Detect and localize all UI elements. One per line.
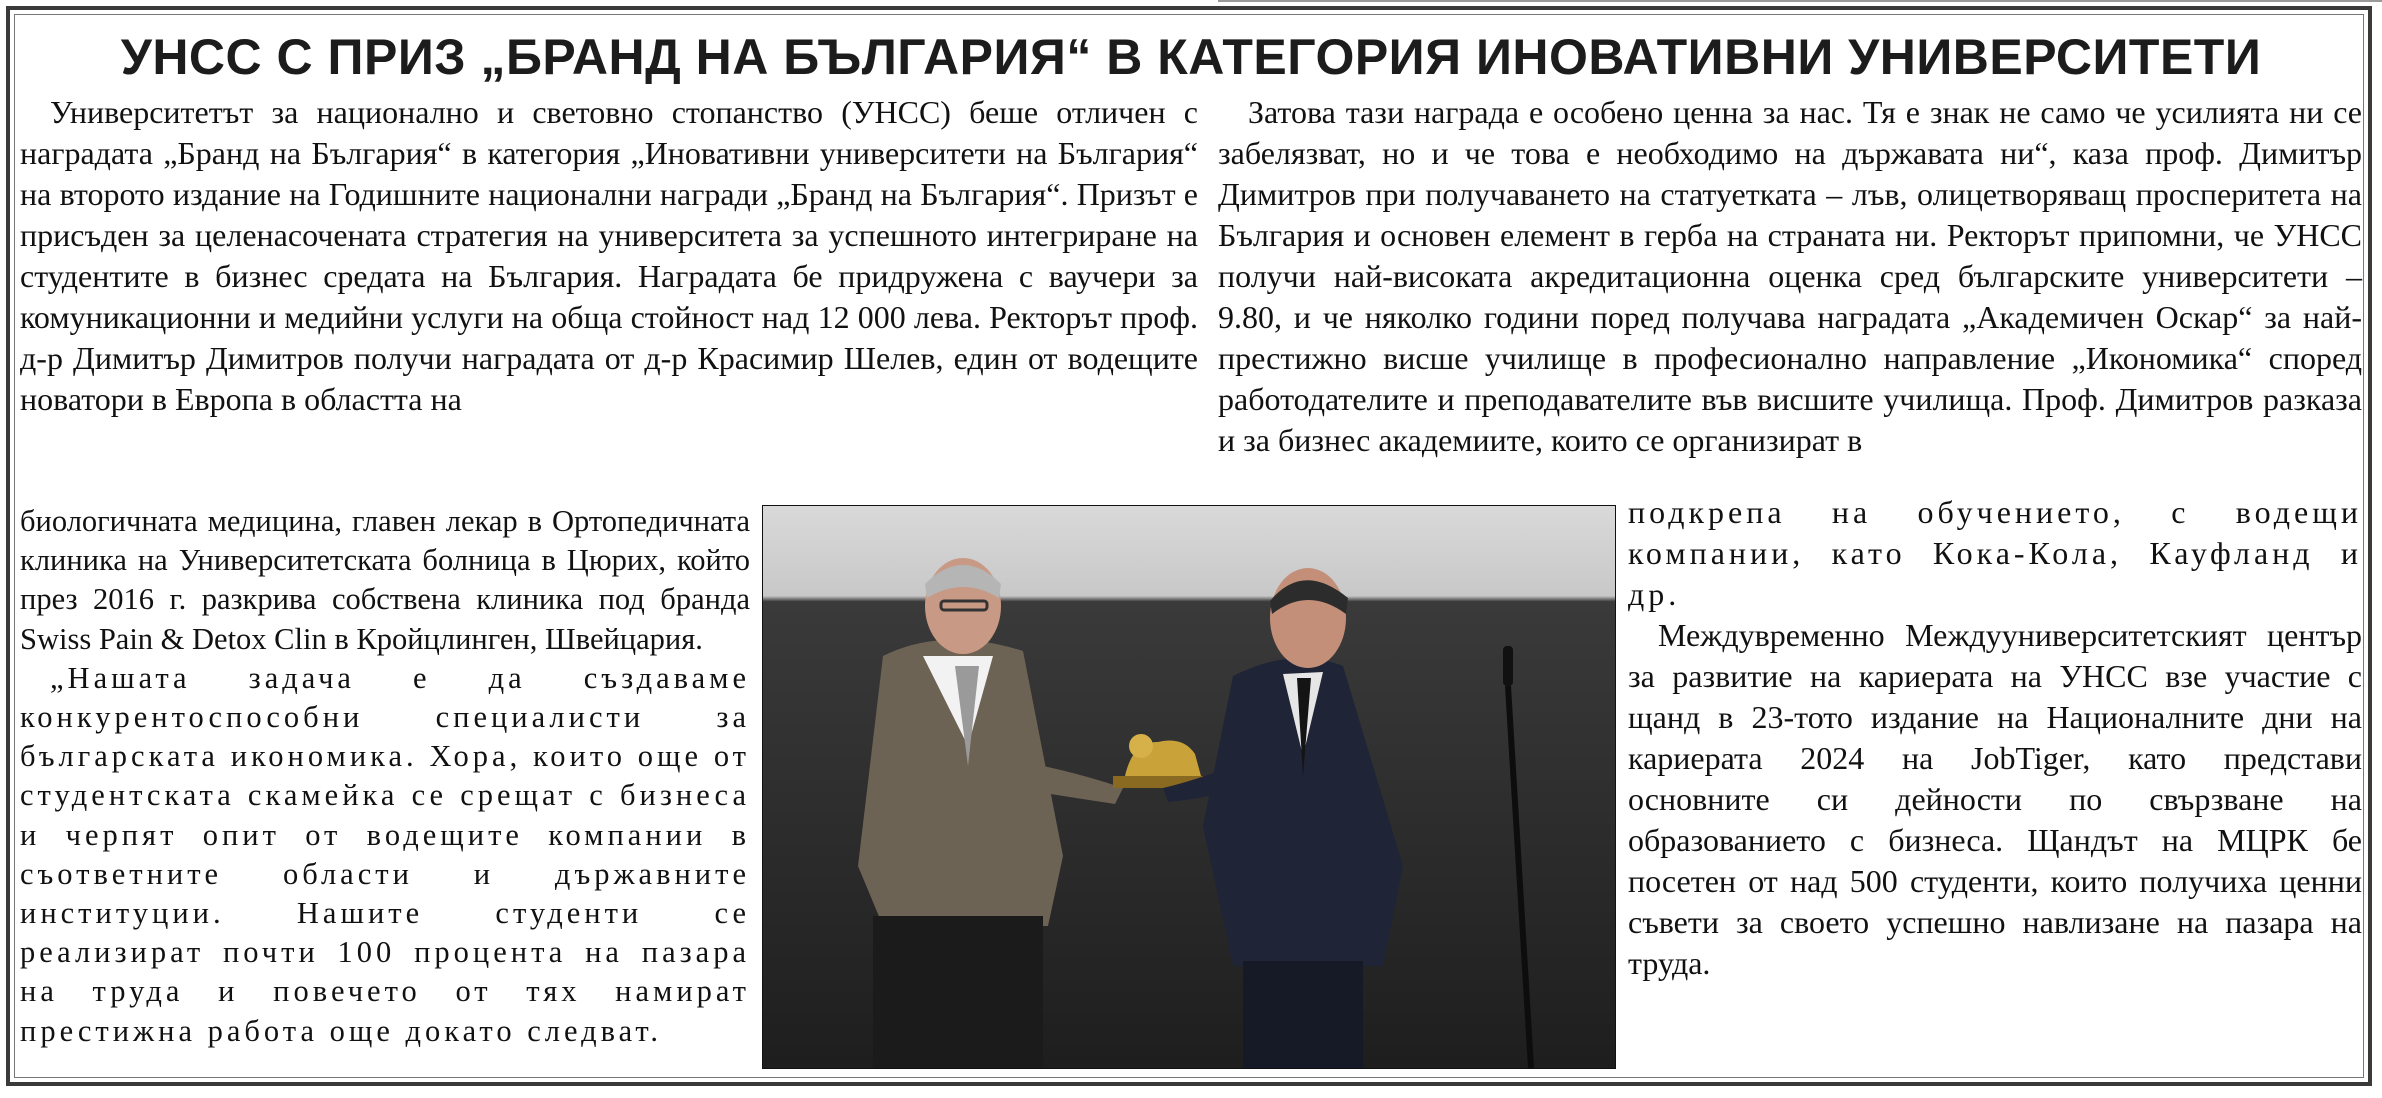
right-paragraph-1-bottom: подкрепа на обучението, с водещи компании, като Кока-Кола, Кауфланд и др. bbox=[1628, 494, 2362, 612]
top-rule bbox=[1218, 0, 2382, 2]
photo-illustration bbox=[763, 506, 1615, 1068]
left-paragraph-2-quote: „Нашата задача е да създаваме конкурентоспособни специалисти за българската икономика. Хора, които още от студентската скамейка се срещат с бизнеса и черпят опит от водещите компании в съответните области и държавните институции. Нашите студенти се реализират почти 100 процента на пазара на труда и повечето от тях намират престижна работа още докато следват. bbox=[20, 660, 750, 1048]
article-headline: УНСС С ПРИЗ „БРАНД НА БЪЛГАРИЯ“ В КАТЕГОРИЯ ИНОВАТИВНИ УНИВЕРСИТЕТИ bbox=[120, 29, 2262, 85]
right-paragraph-2: Междувременно Междууниверситетският център за развитие на кариерата на УНСС взе участие с щанд в 23-тото издание на Националните дни на кариерата 2024 на JobTiger, като представи основните си дейности по свързване на образованието с бизнеса. Щандът на МЦРК бе посетен от над 500 студенти, които получиха ценни съвети за своето успешно навлизане на пазара на труда. bbox=[1628, 617, 2362, 981]
left-paragraph-1-bottom: биологичната медицина, главен лекар в Ортопедичната клиника на Университетската болница в Цюрих, който през 2016 г. разкрива собствена клиника под бранда Swiss Pain & Detox Clin в Кройцлинген, Швейцария. bbox=[20, 504, 750, 656]
left-column-top bbox=[20, 92, 1198, 420]
right-paragraph-1-top: Затова тази награда е особено ценна за нас. Тя е знак не само че усилията ни се забелязват, но и че това е необходимо на държавата ни“, каза проф. Димитър Димитров при получаването на статуетката – лъв, олицетворяващ просперитета на България и основен елемент в герба на страната ни. Ректорът припомни, че УНСС получи най-високата акредитационна оценка сред българските университети – 9.80, и че няколко години поред получава наградата „Академичен Оскар“ за най-престижно висше училище в професионално направление „Икономика“ според работодателите и преподавателите във висшите училища. Проф. Димитров разказа и за бизнес академиите, които се организират в bbox=[1218, 94, 2362, 458]
right-column-top bbox=[1218, 92, 2362, 461]
award-ceremony-photo bbox=[762, 505, 1616, 1069]
right-column-bottom bbox=[1628, 492, 2362, 984]
left-paragraph-1-top: Университетът за национално и световно стопанство (УНСС) беше отличен с наградата „Бранд на България“ в категория „Иновативни университети на България“ на второто издание на Годишните национални награди „Бранд на България“. Призът е присъден за целенасочената стратегия на университета за успешното интегриране на студентите в бизнес средата на България. Наградата бе придружена с ваучери за комуникационни и медийни услуги на обща стойност над 12 000 лева. Ректорът проф. д-р Димитър Димитров получи наградата от д-р Красимир Шелев, един от водещите новатори в Европа в областта на bbox=[20, 94, 1198, 417]
left-column-bottom bbox=[20, 502, 750, 1051]
